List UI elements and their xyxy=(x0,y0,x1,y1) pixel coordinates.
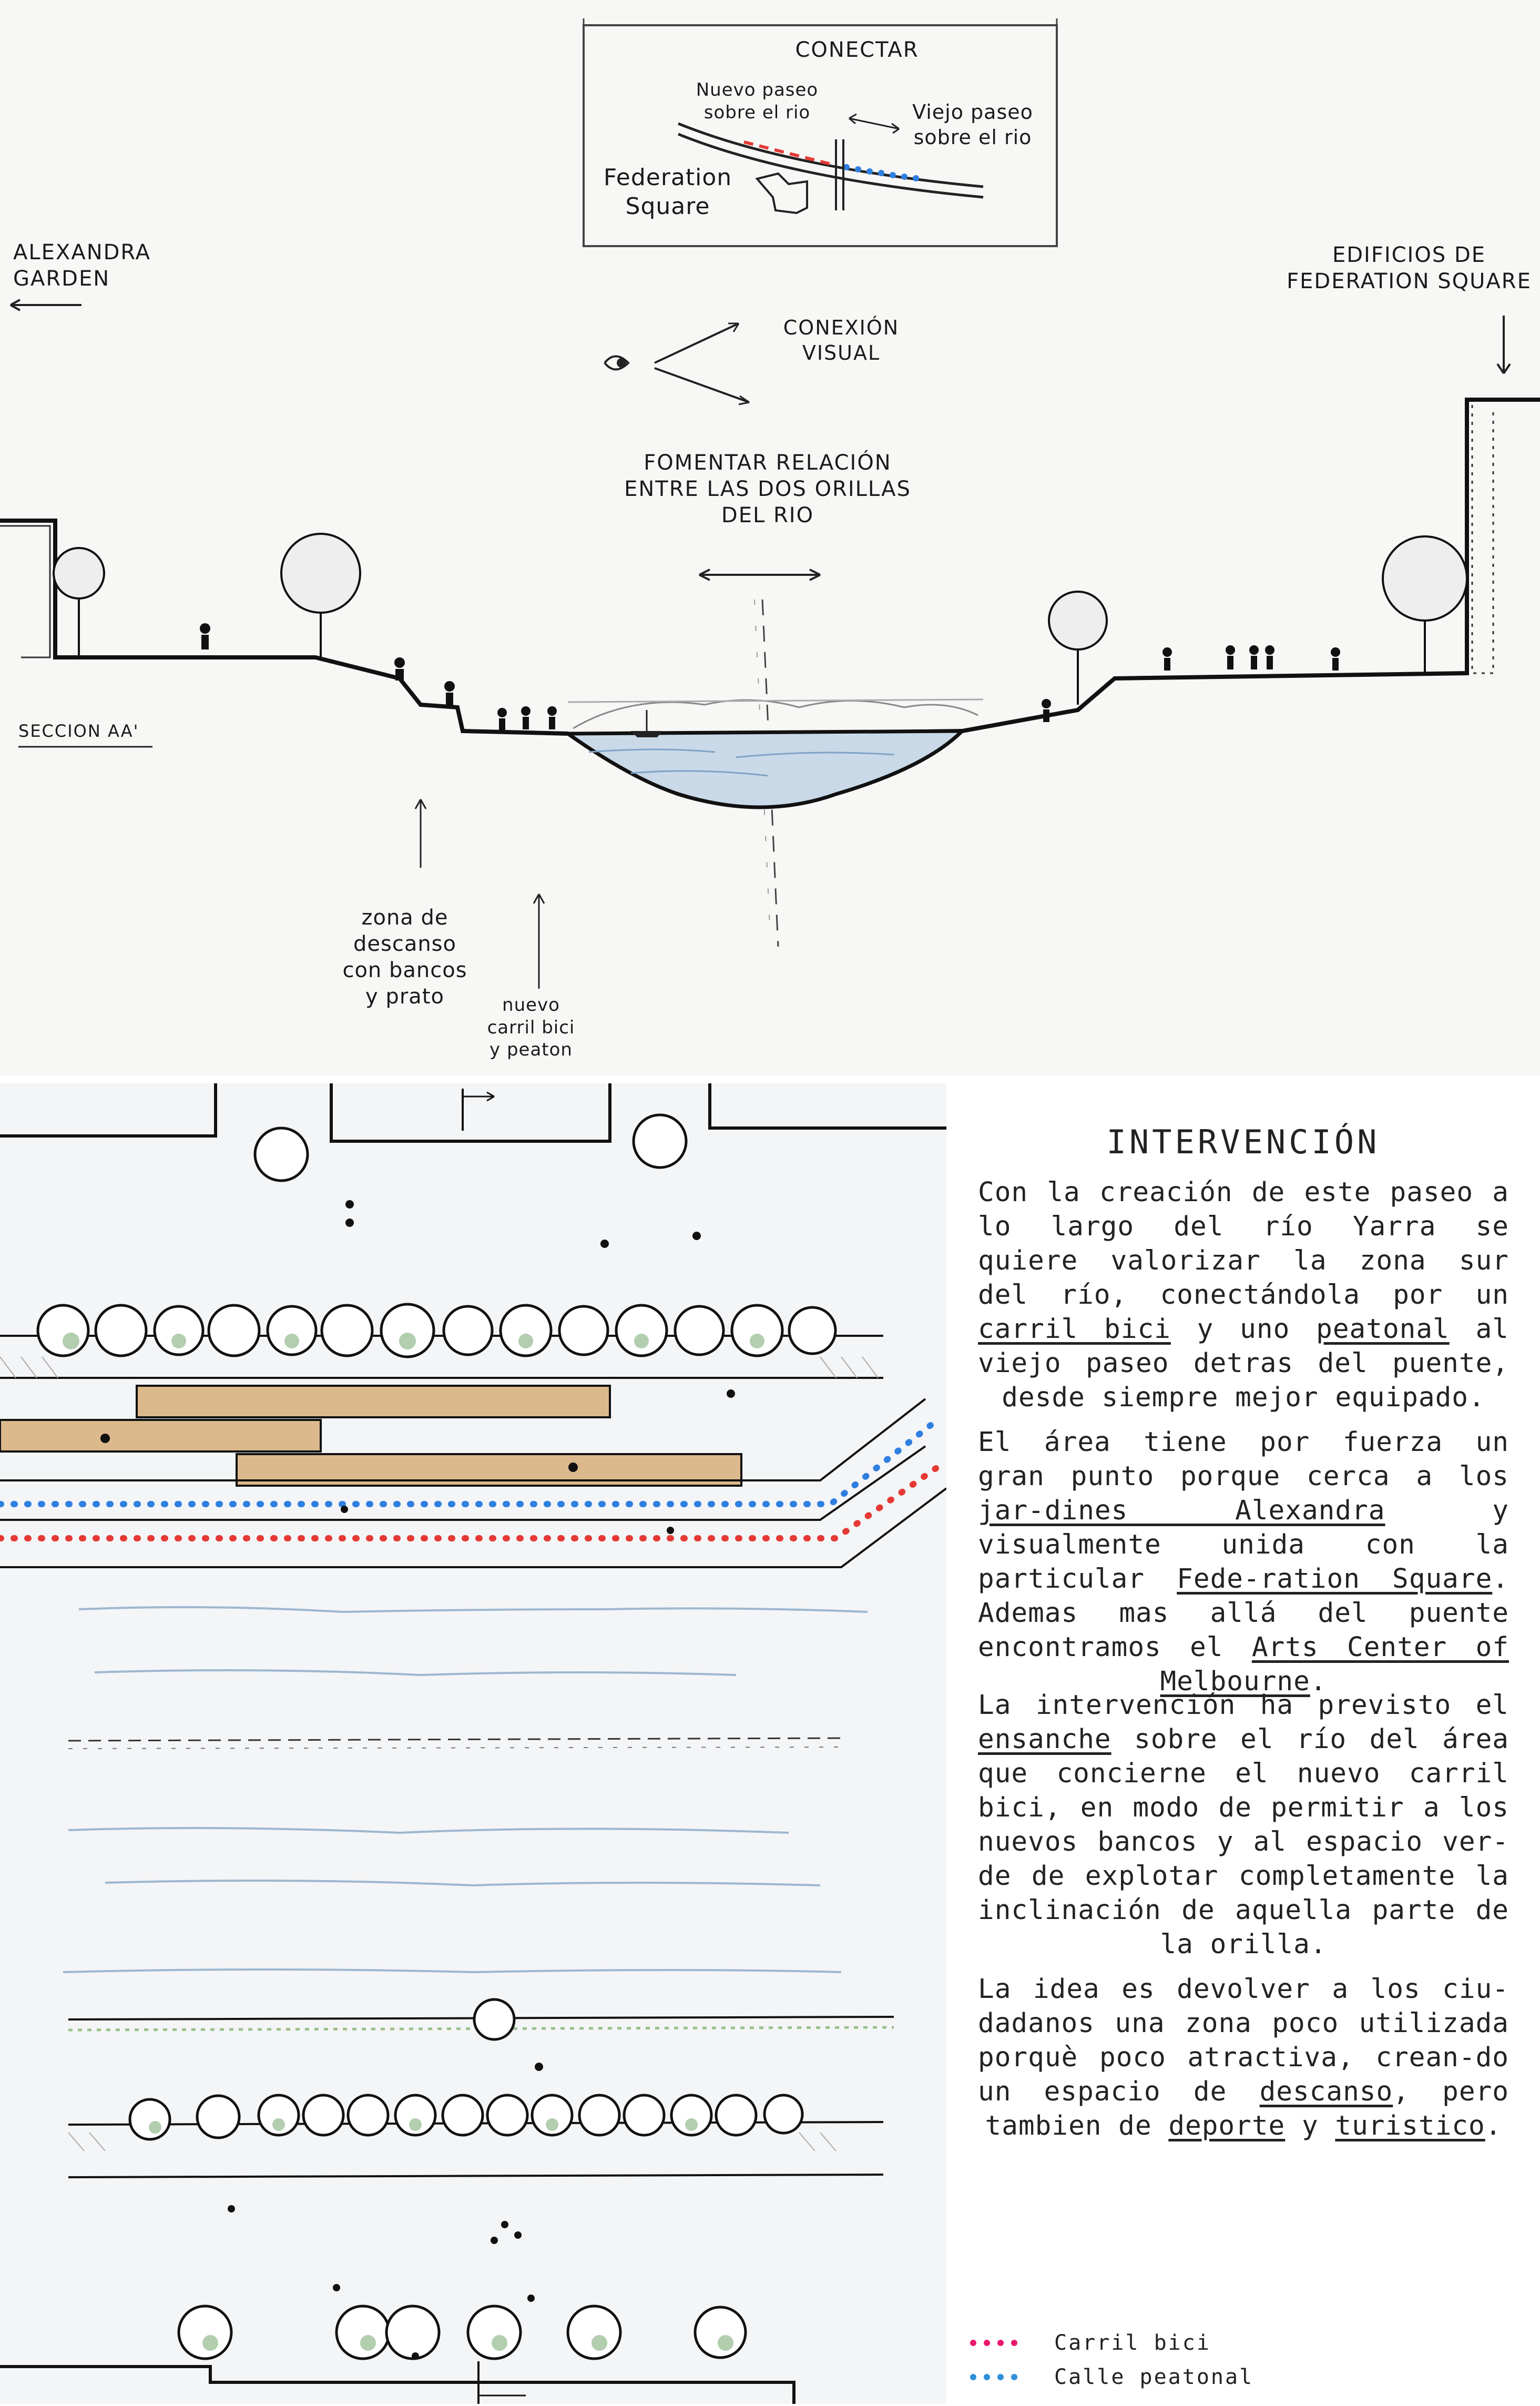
label-nuevo-carril: nuevo carril bici y peaton xyxy=(487,994,575,1060)
underlined-term: descanso xyxy=(1259,2076,1393,2107)
section-sketch xyxy=(0,0,1540,1075)
legend-dot xyxy=(984,2340,990,2346)
plan-people xyxy=(100,1200,735,2360)
label-federation-square: Federation Square xyxy=(603,164,732,220)
underlined-term: carril bici xyxy=(978,1314,1171,1345)
paragraph-2 xyxy=(978,1425,1509,1699)
legend-carril-bici xyxy=(970,2327,1211,2359)
legend-dots-peatonal xyxy=(970,2374,1044,2380)
legend-dot xyxy=(970,2340,976,2346)
paragraph-text: y uno xyxy=(1170,1314,1317,1345)
section-trees xyxy=(54,534,1467,705)
federation-square-shape xyxy=(757,174,807,213)
underlined-term: turistico xyxy=(1335,2110,1485,2141)
label-nuevo-paseo: Nuevo paseo sobre el rio xyxy=(696,79,819,123)
bench-1 xyxy=(137,1386,610,1417)
paragraph-text: El área tiene por fuerza un gran punto porque cerca a los xyxy=(978,1427,1509,1492)
panel-title: INTERVENCIÓN xyxy=(1106,1123,1380,1161)
paragraph-4 xyxy=(978,1972,1509,2143)
paragraph-text: La intervención ha previsto el xyxy=(978,1690,1509,1721)
underlined-term: ensanche xyxy=(978,1724,1111,1755)
paragraph-1 xyxy=(978,1175,1509,1415)
legend-dot xyxy=(997,2374,1004,2380)
plan-trees-top xyxy=(38,1115,835,1357)
underlined-term: Arts Center of Melbourne xyxy=(1160,1632,1509,1697)
underlined-term: peatonal xyxy=(1316,1314,1450,1345)
underlined-term: deporte xyxy=(1168,2110,1286,2141)
bench-2 xyxy=(0,1420,321,1451)
label-conectar: CONECTAR xyxy=(795,38,919,62)
paragraph-3 xyxy=(978,1688,1509,1962)
paragraph-text: , pero tambien de xyxy=(985,2076,1509,2141)
paragraph-text: sobre el río del área que concierne el nuevo carril bici, en modo de permitir a los nuevos bancos y al espacio ver-de de explotar completamente la inclinación de aquella parte de la orilla. xyxy=(978,1724,1509,1960)
section-drawing xyxy=(0,0,1540,1075)
plan-sketch xyxy=(0,1083,946,2404)
legend-dot xyxy=(984,2374,990,2380)
paragraph-text: al viejo paseo detras del puente, desde siempre mejor equipado. xyxy=(978,1314,1509,1413)
label-alexandra-garden: ALEXANDRA GARDEN xyxy=(13,240,151,291)
legend-dot xyxy=(970,2374,976,2380)
legend-label-bici: Carril bici xyxy=(1054,2331,1211,2355)
label-edificios: EDIFICIOS DE FEDERATION SQUARE xyxy=(1287,243,1532,293)
text-panel xyxy=(946,1075,1540,2404)
river-basin xyxy=(568,731,962,807)
legend-dot xyxy=(1011,2340,1017,2346)
paragraph-text: y xyxy=(1285,2110,1335,2141)
label-conexion-visual: CONEXIÓN VISUAL xyxy=(783,316,900,364)
legend-calle-peatonal xyxy=(970,2361,1253,2393)
paragraph-text: . xyxy=(1485,2110,1502,2141)
legend-label-peatonal: Calle peatonal xyxy=(1054,2365,1254,2389)
legend-dots-bici xyxy=(970,2340,1044,2346)
underlined-term: jar-dines Alexandra xyxy=(978,1495,1385,1526)
underlined-term: Fede-ration Square xyxy=(1177,1564,1493,1595)
plan-drawing xyxy=(0,1083,946,2404)
legend-dot xyxy=(1011,2374,1017,2380)
river-water xyxy=(63,1607,868,1972)
label-seccion: SECCION AA' xyxy=(18,721,139,741)
legend-dot xyxy=(997,2340,1004,2346)
paragraph-text: Con la creación de este paseo a lo largo del río Yarra se quiere valorizar la zona sur del río, conectándola por un xyxy=(978,1177,1509,1311)
paragraph-text: La idea es devolver a los ciu-dadanos una zona poco utilizada porquè poco atractiva, crean-do un espacio de xyxy=(978,1974,1509,2107)
paragraph-text: y visualmente unida con la particular xyxy=(978,1495,1509,1595)
label-viejo-paseo: Viejo paseo sobre el rio xyxy=(912,100,1033,149)
plan-trees-bottom xyxy=(130,1999,802,2359)
paragraph-text: . xyxy=(1310,1666,1327,1697)
label-fomentar: FOMENTAR RELACIÓN ENTRE LAS DOS ORILLAS DEL RIO xyxy=(624,451,911,527)
paragraph-text: . Ademas mas allá del puente encontramos el xyxy=(978,1564,1509,1663)
label-zona-descanso: zona de descanso con bancos y prato xyxy=(342,906,467,1009)
